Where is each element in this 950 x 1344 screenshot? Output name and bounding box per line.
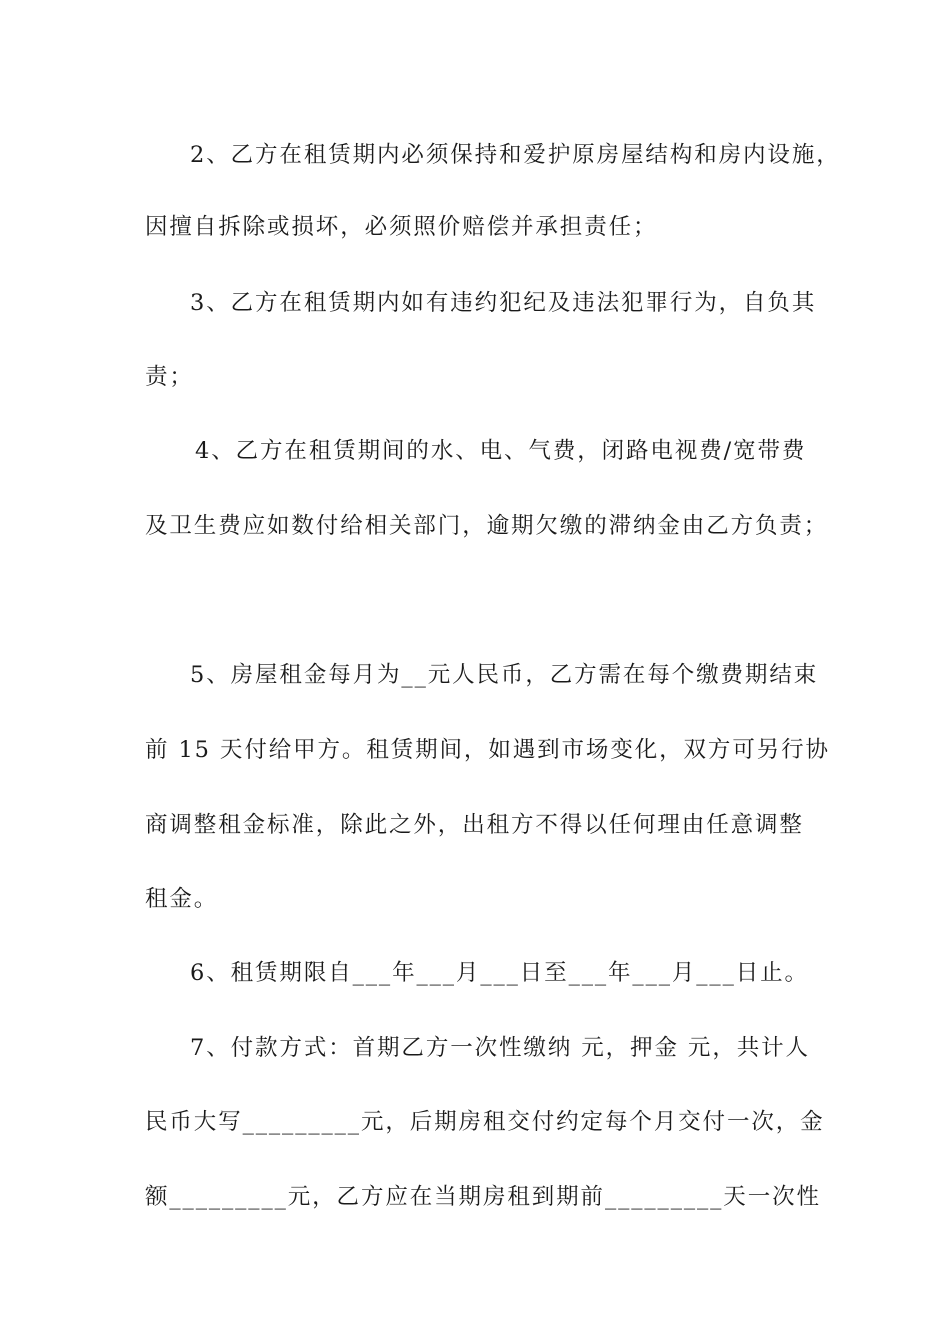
clause-4-line-2: 及卫生费应如数付给相关部门，逾期欠缴的滞纳金由乙方负责； [145, 513, 829, 539]
clause-5-line-4: 租金。 [145, 886, 219, 912]
clause-5-line-1: 5、房屋租金每月为__元人民币，乙方需在每个缴费期结束 [190, 662, 819, 688]
clause-6-line-1: 6、租赁期限自___年___月___日至___年___月___日止。 [190, 960, 809, 986]
clause-5-line-3: 商调整租金标准，除此之外，出租方不得以任何理由任意调整 [145, 812, 804, 838]
clause-7-line-1: 7、付款方式：首期乙方一次性缴纳 元，押金 元，共计人 [190, 1035, 810, 1061]
clause-2-line-2: 因擅自拆除或损坏，必须照价赔偿并承担责任； [145, 214, 658, 240]
clause-4-line-1: 4、乙方在租赁期间的水、电、气费，闭路电视费/宽带费 [195, 438, 807, 464]
clause-2-line-1: 2、乙方在租赁期内必须保持和爱护原房屋结构和房内设施， [190, 142, 841, 168]
clause-7-line-3: 额_________元，乙方应在当期房租到期前_________天一次性 [145, 1184, 821, 1210]
clause-3-line-1: 3、乙方在租赁期内如有违约犯纪及违法犯罪行为，自负其 [190, 290, 817, 316]
clause-7-line-2: 民币大写_________元，后期房租交付约定每个月交付一次，金 [145, 1109, 825, 1135]
clause-5-line-2: 前 15 天付给甲方。租赁期间，如遇到市场变化，双方可另行协 [145, 737, 830, 763]
clause-3-line-2: 责； [145, 364, 194, 390]
